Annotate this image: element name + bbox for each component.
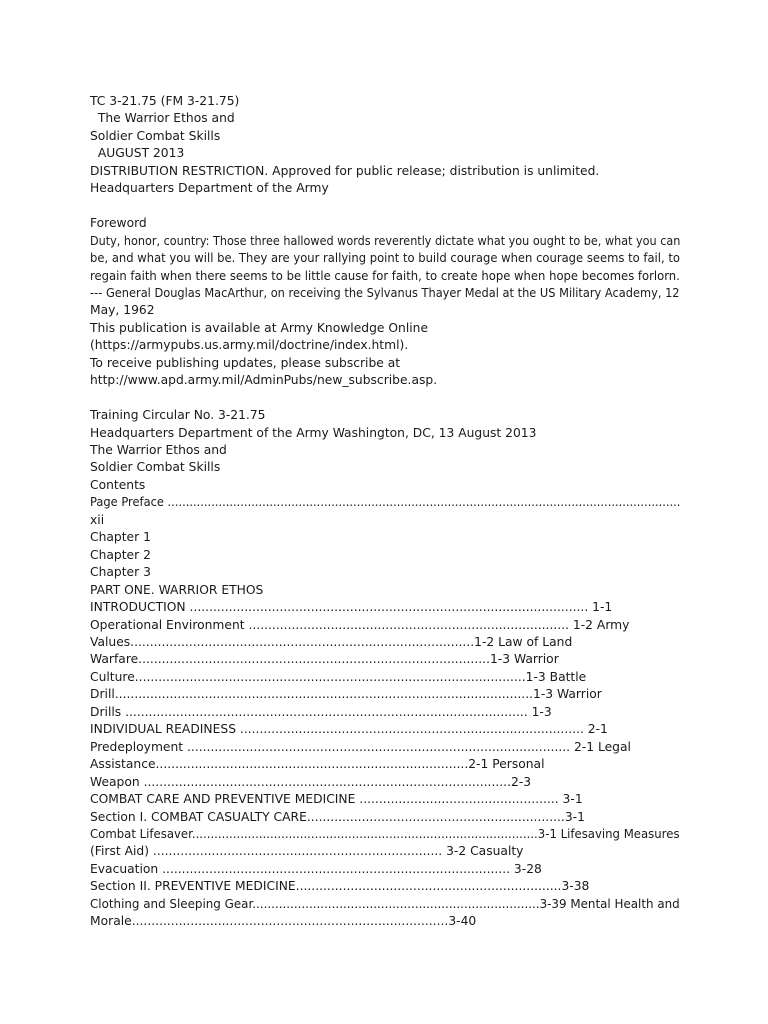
document-line: This publication is available at Army Knowledge Online: [90, 320, 429, 335]
document-line: xii: [90, 512, 105, 527]
document-line: [90, 198, 690, 215]
document-line: Weapon ..............................................................................................2-3: [90, 774, 532, 789]
document-line: To receive publishing updates, please subscribe at: [90, 355, 401, 370]
document-line: Drills ....................................................................................................... 1-3: [90, 704, 552, 719]
document-line: PART ONE. WARRIOR ETHOS: [90, 582, 264, 597]
document-line: Section II. PREVENTIVE MEDICINE....................................................................3-38: [90, 879, 590, 894]
document-line: INTRODUCTION ...................................................................................................... 1-1: [90, 600, 613, 615]
document-line: Chapter 1: [90, 530, 151, 545]
document-line: (https://armypubs.us.army.mil/doctrine/index.html).: [90, 338, 409, 353]
document-line: May, 1962: [90, 303, 155, 318]
document-line: Clothing and Sleeping Gear............................................................................3-39 Mental Health and: [90, 896, 680, 911]
document-line: Chapter 2: [90, 547, 151, 562]
document-line: Values........................................................................................1-2 Law of Land: [90, 635, 573, 650]
document-line: TC 3-21.75 (FM 3-21.75): [90, 94, 240, 108]
document-line: Training Circular No. 3-21.75: [90, 408, 266, 423]
document-line: Warfare..........................................................................................1-3 Warrior: [90, 652, 559, 667]
document-line: Contents: [90, 477, 146, 492]
document-line: The Warrior Ethos and: [90, 111, 235, 126]
document-line: Operational Environment .................................................................................. 1-2 Army: [90, 617, 630, 632]
document-text: [90, 93, 690, 931]
document-line: Evacuation ......................................................................................... 3-28: [90, 861, 542, 876]
document-line: Combat Lifesaver.............................................................................................3-1 Lifesaving Measures: [90, 827, 680, 841]
document-line: regain faith when there seems to be little cause for faith, to create hope when hope becomes forlorn.: [90, 268, 680, 283]
document-line: Drill...........................................................................................................1-3 Warrior: [90, 687, 602, 702]
document-line: Duty, honor, country: Those three hallowed words reverently dictate what you ought to be, what you can: [90, 233, 681, 248]
document-line: INDIVIDUAL READINESS ........................................................................................ 2-1: [90, 722, 608, 737]
document-line: DISTRIBUTION RESTRICTION. Approved for public release; distribution is unlimited.: [90, 163, 600, 178]
document-line: Headquarters Department of the Army Washington, DC, 13 August 2013: [90, 425, 537, 440]
document-line: AUGUST 2013: [90, 146, 185, 161]
document-line: --- General Douglas MacArthur, on receiving the Sylvanus Thayer Medal at the US Military Academy, 12: [90, 285, 680, 300]
document-line: http://www.apd.army.mil/AdminPubs/new_subscribe.asp.: [90, 373, 438, 388]
document-line: be, and what you will be. They are your rallying point to build courage when courage seems to fail, to: [90, 251, 680, 266]
document-line: Assistance................................................................................2-1 Personal: [90, 757, 545, 772]
document-line: [90, 390, 690, 407]
document-line: Chapter 3: [90, 565, 151, 580]
document-line: Soldier Combat Skills: [90, 128, 221, 143]
document-line: Morale.................................................................................3-40: [90, 914, 477, 929]
document-line: Page Preface .............................................................................................................................................: [90, 495, 681, 510]
document-line: The Warrior Ethos and: [90, 443, 227, 458]
document-line: (First Aid) .......................................................................... 3-2 Casualty: [90, 844, 524, 859]
document-line: COMBAT CARE AND PREVENTIVE MEDICINE ................................................... 3-1: [90, 792, 583, 807]
document-line: Foreword: [90, 216, 147, 231]
document-line: Soldier Combat Skills: [90, 460, 221, 475]
document-line: Culture....................................................................................................1-3 Battle: [90, 669, 587, 684]
document-line: Predeployment .................................................................................................. 2-1 Legal: [90, 739, 631, 754]
document-line: Section I. COMBAT CASUALTY CARE..................................................................3-1: [90, 809, 585, 824]
document-line: Headquarters Department of the Army: [90, 181, 329, 196]
